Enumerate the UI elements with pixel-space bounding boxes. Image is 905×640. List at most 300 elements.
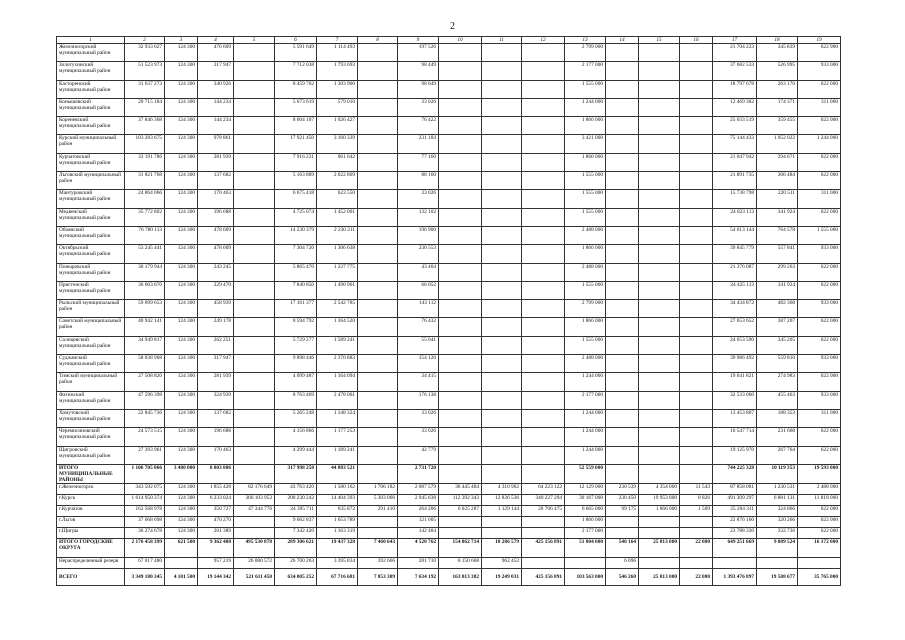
value-cell: 622 000 [798, 208, 841, 226]
value-cell [606, 135, 639, 153]
value-cell [522, 153, 565, 171]
value-cell: 124 300 [165, 516, 198, 527]
value-cell [639, 44, 680, 62]
value-cell: 88 160 [398, 172, 439, 190]
value-cell [680, 336, 713, 354]
value-cell [234, 263, 275, 281]
value-cell: 359 455 [757, 117, 798, 135]
value-cell [234, 226, 275, 244]
value-cell [680, 527, 713, 538]
value-cell: 2 177 000 [565, 391, 606, 409]
value-cell: 306 484 [757, 172, 798, 190]
value-cell: 1 555 000 [565, 190, 606, 208]
value-cell: 1 177 253 [317, 428, 358, 446]
value-cell: 43 763 420 [275, 483, 317, 494]
value-cell: 24 864 066 [125, 190, 165, 208]
value-cell [482, 62, 522, 80]
value-cell: 1 230 531 [757, 483, 798, 494]
value-cell: 1 855 428 [198, 483, 234, 494]
table-row [57, 373, 841, 391]
value-cell [234, 245, 275, 263]
table-row [57, 300, 841, 318]
value-cell: 58 038 908 [125, 355, 165, 373]
value-cell [358, 153, 398, 171]
row-label: Рыльский муниципальный район [57, 300, 125, 318]
value-cell: 144 234 [198, 117, 234, 135]
value-cell: 4 156 866 [275, 428, 317, 446]
value-cell [522, 208, 565, 226]
value-cell: 39 986 492 [713, 355, 757, 373]
row-label: Советский муниципальный район [57, 318, 125, 336]
table-row [57, 153, 841, 171]
value-cell: 476 609 [198, 44, 234, 62]
value-cell: 12 469 382 [713, 98, 757, 116]
value-cell [639, 263, 680, 281]
row-label: Касторенский муниципальный район [57, 80, 125, 98]
value-cell: 425 156 891 [522, 538, 565, 557]
value-cell: 37 068 698 [125, 516, 165, 527]
value-cell [234, 527, 275, 538]
value-cell: 1 706 182 [358, 483, 398, 494]
column-number-row [57, 37, 841, 44]
value-cell: 634 005 252 [275, 568, 317, 585]
value-cell: 1 114 493 [317, 44, 358, 62]
value-cell: 1 866 000 [565, 516, 606, 527]
value-cell [439, 409, 482, 427]
value-cell: 12 129 000 [565, 483, 606, 494]
value-cell [639, 98, 680, 116]
value-cell [606, 373, 639, 391]
value-cell: 311 000 [798, 409, 841, 427]
column-number: 2 [125, 37, 165, 44]
value-cell: 7 853 309 [358, 568, 398, 585]
table-row [57, 245, 841, 263]
value-cell: 18 286 579 [482, 538, 522, 557]
value-cell [639, 172, 680, 190]
value-cell: 42 779 [398, 446, 439, 464]
value-cell [639, 446, 680, 464]
value-cell: 2 799 000 [565, 44, 606, 62]
value-cell: 124 300 [165, 428, 198, 446]
value-cell [439, 226, 482, 244]
value-cell: 559 810 [757, 355, 798, 373]
value-cell: 281 939 [198, 373, 234, 391]
value-cell: 98 449 [398, 62, 439, 80]
value-cell: 299 263 [757, 263, 798, 281]
value-cell: 1 653 789 [317, 516, 358, 527]
value-cell: 5 303 066 [358, 494, 398, 505]
value-cell: 933 000 [798, 355, 841, 373]
value-cell: 1 106 705 066 [125, 464, 165, 483]
value-cell: 124 300 [165, 505, 198, 516]
table-row [57, 117, 841, 135]
value-cell: 20 715 184 [125, 98, 165, 116]
value-cell: 99 175 [606, 505, 639, 516]
value-cell: 1 580 162 [317, 483, 358, 494]
value-cell [358, 373, 398, 391]
value-cell: 1 306 638 [317, 245, 358, 263]
value-cell: 455 463 [757, 391, 798, 409]
value-cell [358, 391, 398, 409]
value-cell: 26 700 263 [275, 557, 317, 568]
value-cell: 33 026 [398, 409, 439, 427]
value-cell: 7 634 192 [398, 568, 439, 585]
row-label: Курский муниципальный район [57, 135, 125, 153]
value-cell: 19 249 031 [482, 568, 522, 585]
value-cell: 933 000 [798, 62, 841, 80]
column-number: 15 [639, 37, 680, 44]
table-row [57, 44, 841, 62]
value-cell: 1 490 961 [317, 281, 358, 299]
value-cell: 36 603 670 [125, 281, 165, 299]
value-cell [439, 527, 482, 538]
value-cell [234, 172, 275, 190]
value-cell [680, 557, 713, 568]
row-label: Конышевский муниципальный район [57, 98, 125, 116]
value-cell: 124 300 [165, 483, 198, 494]
value-cell [639, 245, 680, 263]
value-cell: 1 364 520 [317, 318, 358, 336]
row-label: Кореневский муниципальный район [57, 117, 125, 135]
value-cell: 87 858 081 [713, 483, 757, 494]
value-cell [439, 446, 482, 464]
value-cell [639, 80, 680, 98]
value-cell: 1 303 900 [317, 80, 358, 98]
value-cell [606, 80, 639, 98]
value-cell [234, 98, 275, 116]
value-cell [439, 355, 482, 373]
value-cell [358, 117, 398, 135]
value-cell: 124 300 [165, 62, 198, 80]
value-cell [639, 557, 680, 568]
value-cell: 36 445 484 [439, 483, 482, 494]
value-cell: 8 594 792 [275, 318, 317, 336]
value-cell: 478 609 [198, 226, 234, 244]
value-cell [522, 98, 565, 116]
table-row [57, 527, 841, 538]
value-cell [606, 428, 639, 446]
value-cell: 281 939 [198, 153, 234, 171]
value-cell [482, 263, 522, 281]
value-cell [639, 391, 680, 409]
value-cell: 2 799 000 [565, 300, 606, 318]
value-cell: 1 189 241 [317, 446, 358, 464]
value-cell: 1 244 000 [565, 373, 606, 391]
value-cell: 18 797 678 [713, 80, 757, 98]
value-cell: 22 080 [680, 538, 713, 557]
value-cell [482, 391, 522, 409]
value-cell: 201 389 [198, 527, 234, 538]
value-cell: 1 244 000 [565, 409, 606, 427]
value-cell [680, 281, 713, 299]
value-cell [522, 172, 565, 190]
value-cell: 1 555 000 [565, 208, 606, 226]
value-cell: 8 604 107 [275, 117, 317, 135]
value-cell: 170 463 [198, 446, 234, 464]
value-cell: 33 026 [398, 98, 439, 116]
value-cell: 51 804 000 [565, 538, 606, 557]
value-cell: 36 274 678 [125, 527, 165, 538]
value-cell: 622 000 [798, 527, 841, 538]
value-cell: 1 866 000 [565, 117, 606, 135]
value-cell: 2 177 000 [565, 527, 606, 538]
value-cell [439, 117, 482, 135]
value-cell: 557 841 [757, 245, 798, 263]
value-cell: 622 000 [798, 172, 841, 190]
value-cell: 311 000 [798, 98, 841, 116]
value-cell: 1 244 000 [565, 428, 606, 446]
row-label: г.Щигры [57, 527, 125, 538]
row-label: Нераспределенный резерв [57, 557, 125, 568]
value-cell: 1 555 000 [565, 281, 606, 299]
value-cell: 1 866 000 [565, 153, 606, 171]
value-cell [482, 172, 522, 190]
value-cell [606, 391, 639, 409]
value-cell [639, 208, 680, 226]
value-cell: 622 000 [798, 153, 841, 171]
value-cell [522, 428, 565, 446]
value-cell: 11 543 [680, 483, 713, 494]
value-cell [606, 446, 639, 464]
value-cell: 124 300 [165, 494, 198, 505]
value-cell: 47 596 398 [125, 391, 165, 409]
row-label: Льговский муниципальный район [57, 172, 125, 190]
value-cell: 34 949 817 [125, 336, 165, 354]
value-cell [358, 62, 398, 80]
value-cell: 263 170 [757, 80, 798, 98]
value-cell [606, 208, 639, 226]
value-cell: 243 245 [198, 263, 234, 281]
value-cell: 124 300 [165, 245, 198, 263]
value-cell: 1 866 000 [639, 505, 680, 516]
value-cell: 25 204 311 [713, 505, 757, 516]
value-cell: 291 410 [358, 505, 398, 516]
value-cell [358, 44, 398, 62]
value-cell [680, 62, 713, 80]
value-cell [358, 428, 398, 446]
value-cell: 21 704 223 [713, 44, 757, 62]
value-cell: 8 763 469 [275, 391, 317, 409]
value-cell: 957 219 [198, 557, 234, 568]
value-cell [234, 117, 275, 135]
value-cell: 67 017 480 [125, 557, 165, 568]
table-row [57, 135, 841, 153]
value-cell [358, 135, 398, 153]
value-cell [606, 355, 639, 373]
value-cell: 24 395 711 [275, 505, 317, 516]
value-cell [606, 527, 639, 538]
row-label: Золотухинский муниципальный район [57, 62, 125, 80]
value-cell [358, 245, 398, 263]
value-cell: 978 861 [198, 135, 234, 153]
row-label: ИТОГО ГОРОДСКИЕ ОКРУГА [57, 538, 125, 557]
value-cell [439, 428, 482, 446]
value-cell [798, 557, 841, 568]
row-label: Тимский муниципальный район [57, 373, 125, 391]
value-cell [680, 391, 713, 409]
value-cell: 19 508 677 [757, 568, 798, 585]
value-cell [482, 336, 522, 354]
value-cell: 124 300 [165, 391, 198, 409]
value-cell: 26 080 572 [234, 557, 275, 568]
value-cell: 294 671 [757, 153, 798, 171]
value-cell: 14 230 379 [275, 226, 317, 244]
value-cell: 470 270 [198, 516, 234, 527]
value-cell: 121 005 [398, 516, 439, 527]
value-cell [482, 153, 522, 171]
value-cell [606, 98, 639, 116]
value-cell: 197 526 [398, 44, 439, 62]
value-cell [639, 516, 680, 527]
value-cell: 64 223 122 [522, 483, 565, 494]
value-cell: 34 415 [398, 373, 439, 391]
value-cell: 4 299 444 [275, 446, 317, 464]
column-number: 1 [57, 37, 125, 44]
value-cell: 4 099 487 [275, 373, 317, 391]
value-cell [680, 98, 713, 116]
value-cell: 124 300 [165, 281, 198, 299]
table-row [57, 391, 841, 409]
value-cell [358, 263, 398, 281]
value-cell [358, 80, 398, 98]
value-cell: 66 052 [398, 281, 439, 299]
value-cell [639, 409, 680, 427]
value-cell [606, 464, 639, 483]
value-cell [639, 428, 680, 446]
value-cell [522, 190, 565, 208]
value-cell [358, 318, 398, 336]
value-cell: 622 000 [798, 117, 841, 135]
value-cell: 341 924 [757, 281, 798, 299]
value-cell: 3 480 000 [165, 464, 198, 483]
value-cell [439, 80, 482, 98]
value-cell: 27 393 961 [125, 446, 165, 464]
value-cell [439, 281, 482, 299]
value-cell [522, 516, 565, 527]
value-cell: 1 052 022 [757, 135, 798, 153]
value-cell [639, 281, 680, 299]
value-cell [606, 226, 639, 244]
value-cell [606, 516, 639, 527]
page-number: 2 [450, 21, 455, 32]
value-cell [234, 135, 275, 153]
value-cell: 19 125 970 [713, 446, 757, 464]
value-cell [165, 557, 198, 568]
value-cell [606, 62, 639, 80]
value-cell: 6 233 024 [198, 494, 234, 505]
value-cell [680, 172, 713, 190]
value-cell [482, 226, 522, 244]
value-cell: 1 244 000 [798, 135, 841, 153]
value-cell: 1 793 693 [317, 62, 358, 80]
value-cell: 340 227 294 [522, 494, 565, 505]
value-cell [680, 208, 713, 226]
value-cell [606, 409, 639, 427]
value-cell: 5 729 277 [275, 336, 317, 354]
value-cell: 8 459 702 [275, 80, 317, 98]
value-cell [482, 300, 522, 318]
value-cell: 9 362 408 [198, 538, 234, 557]
value-cell: 2 478 061 [317, 391, 358, 409]
value-cell [234, 281, 275, 299]
value-cell [439, 391, 482, 409]
value-cell: 320 266 [757, 516, 798, 527]
value-cell [639, 190, 680, 208]
value-cell: 98 649 [398, 80, 439, 98]
value-cell: 2 022 809 [317, 172, 358, 190]
value-cell: 622 000 [798, 505, 841, 516]
value-cell: 19 953 000 [639, 494, 680, 505]
column-number: 8 [358, 37, 398, 44]
value-cell: 311 000 [798, 190, 841, 208]
value-cell: 317 947 [198, 355, 234, 373]
row-label: Солнцевский муниципальный район [57, 336, 125, 354]
value-cell: 458 939 [198, 300, 234, 318]
value-cell: 546 260 [606, 568, 639, 585]
value-cell [439, 208, 482, 226]
value-cell: 8 150 668 [439, 557, 482, 568]
value-cell: 5 591 649 [275, 44, 317, 62]
value-cell: 35 772 802 [125, 208, 165, 226]
total-row [57, 464, 841, 483]
value-cell: 521 611 450 [234, 568, 275, 585]
value-cell: 622 000 [798, 281, 841, 299]
value-cell: 622 000 [798, 446, 841, 464]
column-number: 16 [680, 37, 713, 44]
value-cell [358, 281, 398, 299]
value-cell: 143 112 [398, 300, 439, 318]
value-cell: 124 300 [165, 208, 198, 226]
value-cell: 1 163 319 [317, 527, 358, 538]
value-cell: 3 395 834 [317, 557, 358, 568]
value-cell [639, 62, 680, 80]
value-cell: 635 872 [317, 505, 358, 516]
value-cell: 31 821 768 [125, 172, 165, 190]
value-cell: 22 845 736 [125, 409, 165, 427]
value-cell: 53 245 441 [125, 245, 165, 263]
value-cell [482, 245, 522, 263]
value-cell: 30 167 000 [565, 494, 606, 505]
value-cell: 387 207 [757, 318, 798, 336]
value-cell: 144 234 [198, 98, 234, 116]
value-cell: 1 555 000 [565, 172, 606, 190]
value-cell [439, 300, 482, 318]
value-cell: 75 144 433 [713, 135, 757, 153]
value-cell: 4 101 500 [165, 568, 198, 585]
value-cell [358, 300, 398, 318]
row-label: г.Железногорск [57, 483, 125, 494]
value-cell: 124 300 [165, 373, 198, 391]
value-cell: 7 916 231 [275, 153, 317, 171]
value-cell [522, 80, 565, 98]
value-cell: 163 013 382 [439, 568, 482, 585]
value-cell [482, 98, 522, 116]
value-cell [482, 428, 522, 446]
value-cell [234, 355, 275, 373]
value-cell: 124 300 [165, 318, 198, 336]
table-row [57, 226, 841, 244]
value-cell [606, 190, 639, 208]
value-cell: 124 300 [165, 135, 198, 153]
value-cell: 25 813 000 [639, 568, 680, 585]
row-label: ВСЕГО [57, 568, 125, 585]
value-cell: 622 000 [798, 263, 841, 281]
value-cell: 526 995 [757, 62, 798, 80]
value-cell: 1 555 000 [565, 336, 606, 354]
value-cell [482, 464, 522, 483]
value-cell: 15 738 798 [713, 190, 757, 208]
value-cell [234, 318, 275, 336]
